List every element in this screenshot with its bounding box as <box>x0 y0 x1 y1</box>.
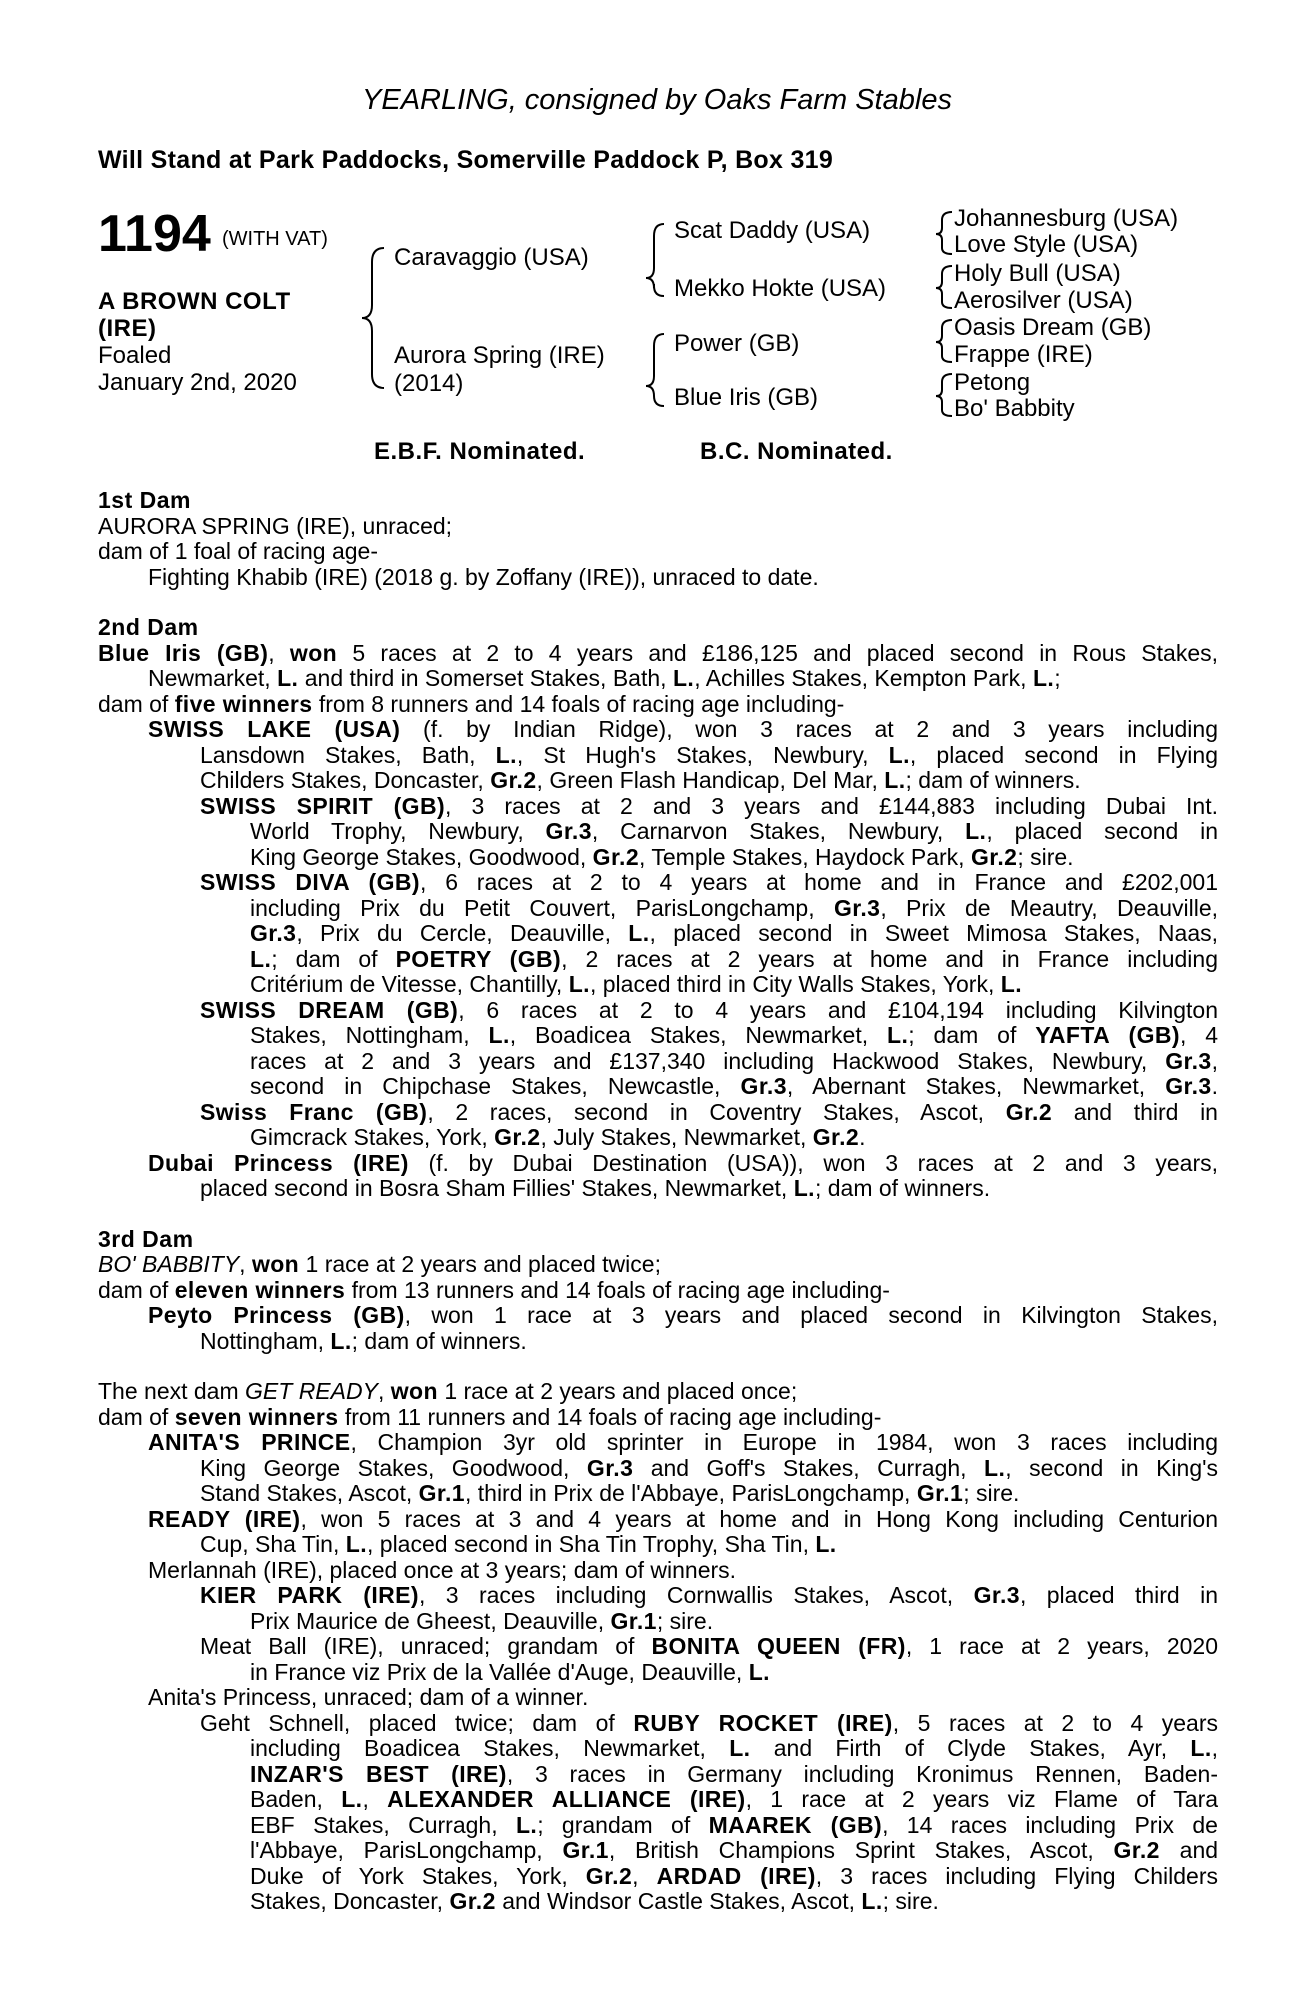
list-item: SWISS SPIRIT (GB), 3 races at 2 and 3 years and £144,883 including Dubai Int. <box>200 792 1218 819</box>
list-item: SWISS DREAM (GB), 6 races at 2 to 4 years and £104,194 including Kilvington <box>200 996 1218 1023</box>
ds-sire: Oasis Dream (GB) <box>954 314 1152 341</box>
vat-note: (WITH VAT) <box>222 228 328 250</box>
dam-dam: Blue Iris (GB) <box>674 384 819 411</box>
list-item: SWISS LAKE (USA) (f. by Indian Ridge), won 3 races at 2 and 3 years including <box>148 716 1218 742</box>
second-dam-line: Blue Iris (GB), won 5 races at 2 to 4 years and £186,125 and placed second in Rous Stakes, <box>98 639 1218 666</box>
dam-sire: Power (GB) <box>674 330 800 357</box>
list-item: Baden, L., ALEXANDER ALLIANCE (IRE), 1 race at 2 years viz Flame of Tara <box>250 1786 1219 1812</box>
list-item: Meat Ball (IRE), unraced; grandam of BONITA QUEEN (FR), 1 race at 2 years, 2020 <box>200 1633 1219 1659</box>
stand-location: Will Stand at Park Paddocks, Somerville Paddock P, Box 319 <box>98 146 834 174</box>
list-item: Gr.3, Prix du Cercle, Deauville, L., placed second in Sweet Mimosa Stakes, Naas, <box>250 920 1219 946</box>
list-item: KIER PARK (IRE), 3 races including Cornwallis Stakes, Ascot, Gr.3, placed third in <box>200 1582 1219 1608</box>
second-dam-heading: 2nd Dam <box>98 614 199 640</box>
second-dam-line: Newmarket, L. and third in Somerset Stakes, Bath, L., Achilles Stakes, Kempton Park, L.; <box>148 665 1061 691</box>
consignor-header: YEARLING, consigned by Oaks Farm Stables <box>362 84 952 116</box>
list-item: King George Stakes, Goodwood, Gr.3 and Goff's Stakes, Curragh, L., second in King's <box>200 1454 1219 1481</box>
list-item: King George Stakes, Goodwood, Gr.2, Temple Stakes, Haydock Park, Gr.2; sire. <box>250 843 1074 870</box>
sd-dam: Aerosilver (USA) <box>954 287 1133 314</box>
list-item: Peyto Princess (GB), won 1 race at 3 years and placed second in Kilvington Stakes, <box>148 1302 1218 1328</box>
list-item: Duke of York Stakes, York, Gr.2, ARDAD (IRE), 3 races including Flying Childers <box>250 1862 1218 1889</box>
list-item: Swiss Franc (GB), 2 races, second in Coventry Stakes, Ascot, Gr.2 and third in <box>200 1098 1218 1125</box>
list-item: L.; dam of POETRY (GB), 2 races at 2 years at home and in France including <box>250 945 1218 972</box>
ss-sire: Johannesburg (USA) <box>954 205 1179 232</box>
list-item: Critérium de Vitesse, Chantilly, L., placed third in City Walls Stakes, York, L. <box>250 971 1022 997</box>
dam-year: (2014) <box>394 370 464 397</box>
list-item: Dubai Princess (IRE) (f. by Dubai Destination (USA)), won 3 races at 2 and 3 years, <box>148 1149 1218 1176</box>
foaled-label: Foaled <box>98 342 172 369</box>
list-item: Geht Schnell, placed twice; dam of RUBY ROCKET (IRE), 5 races at 2 to 4 years <box>200 1709 1219 1736</box>
list-item: Stand Stakes, Ascot, Gr.1, third in Prix de l'Abbaye, ParisLongchamp, Gr.1; sire. <box>200 1480 1020 1506</box>
bc-nomination: B.C. Nominated. <box>700 438 893 465</box>
list-item: l'Abbaye, ParisLongchamp, Gr.1, British Champions Sprint Stakes, Ascot, Gr.2 and <box>250 1837 1219 1863</box>
third-dam-line: BO' BABBITY, won 1 race at 2 years and placed twice; <box>98 1251 661 1277</box>
list-item: including Prix du Petit Couvert, ParisLongchamp, Gr.3, Prix de Meautry, Deauville, <box>250 894 1219 921</box>
dd-sire: Petong <box>954 369 1031 396</box>
first-dam-line: AURORA SPRING (IRE), unraced; <box>98 512 453 539</box>
list-item: Cup, Sha Tin, L., placed second in Sha Tin Trophy, Sha Tin, L. <box>200 1531 837 1557</box>
sd-sire: Holy Bull (USA) <box>954 260 1121 287</box>
dam-name: Aurora Spring (IRE) <box>394 342 605 369</box>
list-item: Lansdown Stakes, Bath, L., St Hugh's Stakes, Newbury, L., placed second in Flying <box>200 741 1218 768</box>
list-item: including Boadicea Stakes, Newmarket, L. and Firth of Clyde Stakes, Ayr, L., <box>250 1735 1219 1761</box>
list-item: placed second in Bosra Sham Fillies' Stakes, Newmarket, L.; dam of winners. <box>200 1175 991 1201</box>
list-item: SWISS DIVA (GB), 6 races at 2 to 4 years at home and in France and £202,001 <box>200 869 1218 895</box>
list-item: Prix Maurice de Gheest, Deauville, Gr.1; sire. <box>250 1607 714 1634</box>
list-item: ANITA'S PRINCE, Champion 3yr old sprinter in Europe in 1984, won 3 races including <box>148 1429 1218 1455</box>
list-item: races at 2 and 3 years and £137,340 including Hackwood Stakes, Newbury, Gr.3, <box>250 1047 1218 1074</box>
list-item: EBF Stakes, Curragh, L.; grandam of MAAREK (GB), 14 races including Prix de <box>250 1811 1218 1838</box>
horse-origin: (IRE) <box>98 315 157 342</box>
list-item: Merlannah (IRE), placed once at 3 years; dam of winners. <box>148 1556 737 1583</box>
third-dam-line: dam of eleven winners from 13 runners and 14 foals of racing age including- <box>98 1276 890 1303</box>
lot-number: 1194 <box>98 205 211 263</box>
list-item: Stakes, Nottingham, L., Boadicea Stakes, Newmarket, L.; dam of YAFTA (GB), 4 <box>250 1022 1219 1048</box>
first-dam-line: dam of 1 foal of racing age- <box>98 538 378 564</box>
first-dam-foal: Fighting Khabib (IRE) (2018 g. by Zoffany (IRE)), unraced to date. <box>148 563 819 590</box>
horse-type: A BROWN COLT <box>98 288 291 315</box>
list-item: Nottingham, L.; dam of winners. <box>200 1327 527 1354</box>
list-item: World Trophy, Newbury, Gr.3, Carnarvon Stakes, Newbury, L., placed second in <box>250 818 1219 844</box>
list-item: Stakes, Doncaster, Gr.2 and Windsor Castle Stakes, Ascot, L.; sire. <box>250 1888 939 1914</box>
list-item: Childers Stakes, Doncaster, Gr.2, Green Flash Handicap, Del Mar, L.; dam of winners. <box>200 767 1081 793</box>
list-item: Gimcrack Stakes, York, Gr.2, July Stakes, Newmarket, Gr.2. <box>250 1124 866 1150</box>
sire-name: Caravaggio (USA) <box>394 244 589 271</box>
third-dam-heading: 3rd Dam <box>98 1225 194 1252</box>
next-dam-line: dam of seven winners from 11 runners and 14 foals of racing age including- <box>98 1403 882 1430</box>
sire-sire: Scat Daddy (USA) <box>674 217 871 244</box>
next-dam-line: The next dam GET READY, won 1 race at 2 years and placed once; <box>98 1378 798 1404</box>
list-item: in France viz Prix de la Vallée d'Auge, Deauville, L. <box>250 1658 770 1685</box>
dd-dam: Bo' Babbity <box>954 395 1075 422</box>
foaled-date: January 2nd, 2020 <box>98 369 297 396</box>
sire-dam: Mekko Hokte (USA) <box>674 275 887 302</box>
ebf-nomination: E.B.F. Nominated. <box>374 438 586 465</box>
ds-dam: Frappe (IRE) <box>954 341 1093 368</box>
first-dam-heading: 1st Dam <box>98 487 191 513</box>
catalogue-body <box>98 488 1218 1915</box>
list-item: READY (IRE), won 5 races at 3 and 4 years at home and in Hong Kong including Centurion <box>148 1505 1218 1532</box>
list-item: INZAR'S BEST (IRE), 3 races in Germany including Kronimus Rennen, Baden- <box>250 1760 1218 1787</box>
list-item: second in Chipchase Stakes, Newcastle, Gr.3, Abernant Stakes, Newmarket, Gr.3. <box>250 1073 1219 1099</box>
second-dam-line: dam of five winners from 8 runners and 14 foals of racing age including- <box>98 690 845 717</box>
ss-dam: Love Style (USA) <box>954 231 1139 258</box>
list-item: Anita's Princess, unraced; dam of a winner. <box>148 1684 589 1710</box>
